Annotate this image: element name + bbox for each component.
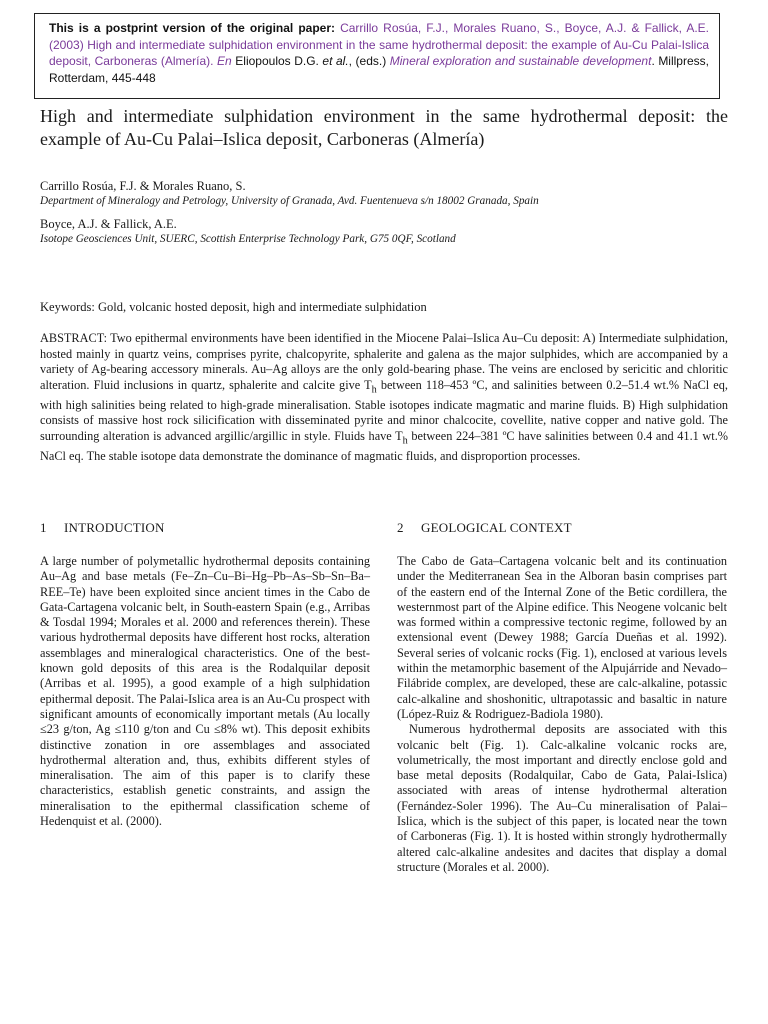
introduction-paragraph: A large number of polymetallic hydrothermal deposits containing Au–Ag and base metals (Fe–Zn–Cu–Bi–Hg–Pb–As–Sb–Sn–Ba–REE–Te) have been exploited since ancient times in the Cabo de Gata-Cartagena volcanic belt, in South-eastern Spain (e.g., Arribas & Tosdal 1994; Morales et al. 2000 and references therein). These various hydrothermal deposits have different host rocks, alteration assemblages and mineralogical characteristics. One of the best-known gold deposits of this area is the Rodalquilar deposit (Arribas et al. 1995), a good example of a high sulphidation epithermal deposit. The Palai-Islica area is an Au-Cu prospect with significant amounts of economically important metals (Au locally ≤23 g/ton, Ag ≤110 g/ton and Cu ≤8% wt). This deposit exhibits distinctive zonation in ore assemblages and associated hydrothermal alteration and, thus, exhibits different styles of mineralisation. The aim of this paper is to clarify these characteristics, establish genetic constraints, and assign the mineralisation to the epithermal classification scheme of Hedenquist et al. (2000).	[40, 554, 370, 829]
notice-citation-link[interactable]: Carrillo Rosúa, F.J., Morales Ruano, S., Boyce, A.J. & Fallick, A.E. (2003) High and intermediate sulphidation environment in the same hydrothermal deposit: the example of Au-Cu Palai-Islica deposit, Carboneras (Almería).	[49, 21, 709, 69]
affiliation-1: Department of Mineralogy and Petrology, University of Granada, Avd. Fuentenueva s/n 18002 Granada, Spain	[40, 195, 539, 207]
affiliation-2: Isotope Geosciences Unit, SUERC, Scottish Enterprise Technology Park, G75 0QF, Scotland	[40, 233, 456, 245]
notice-book-title: Mineral exploration and sustainable development	[389, 54, 652, 69]
author-group-2: Boyce, A.J. & Fallick, A.E.	[40, 217, 177, 231]
section-heading-introduction	[40, 520, 370, 536]
notice-lead: This is a postprint version of the original paper:	[49, 21, 335, 35]
geology-paragraph-2: Numerous hydrothermal deposits are associated with this volcanic belt (Fig. 1). Calc-alkaline volcanic rocks are, volumetrically, the most important and directly enclose gold and base metal deposits (Rodalquilar, Cabo de Gata, Palai-Islica) associated with areas of intense hydrothermal alteration (Fernández-Soler 1996). The Au–Cu mineralisation of Palai–Islica, which is the subject of this paper, is located near the town of Carboneras (Fig. 1). It is hosted within strongly hydrothermally altered calc-alkaline andesites and dacites that display a domal structure (Morales et al. 2000).	[397, 722, 727, 874]
column-right	[397, 520, 727, 875]
notice-publisher: . Millpress, Rotterdam, 445-448	[49, 54, 709, 85]
section-number: 2	[397, 520, 404, 535]
notice-in-prefix: En	[217, 54, 232, 69]
section-heading-geological-context	[397, 520, 727, 536]
notice-editors: Eliopoulos D.G.	[235, 54, 319, 69]
paper-title: High and intermediate sulphidation environment in the same hydrothermal deposit: the example of Au-Cu Palai–Islica deposit, Carboneras (Almería)	[40, 106, 728, 149]
section-title: INTRODUCTION	[64, 520, 165, 535]
abstract-part-3: between 224–381 ºC have salinities between 0.4 and 41.1 wt.% NaCl eq. The stable isotope data demonstrate the dominance of magmatic fluids, and disproportion processes.	[40, 429, 729, 464]
geology-paragraph-1: The Cabo de Gata–Cartagena volcanic belt and its continuation under the Mediterranean Sea in the Alboran basin comprises part of the eastern end of the Internal Zone of the Betic cordillera, the westernmost part of the Alpine edifice. This Neogene volcanic belt was formed within a compressive tectonic regime, followed by an extensional event (Dewey 1988; García Dueñas et al. 1992). Several series of volcanic rocks (Fig. 1), enclosed at various levels within the metamorphic basement of the Alpujárride and Nevado–Filábride complex, are developed, these are calc-alkaline, potassic calc-alkaline and shoshonitic, ultrapotassic and basaltic in nature (López-Ruiz & Rodriguez-Badiola 1980).	[397, 554, 727, 721]
th-subscript-2: h	[402, 435, 408, 447]
abstract-part-1: ABSTRACT: Two epithermal environments have been identified in the Miocene Palai–Islica Au–Cu deposit: A) Intermediate sulphidation, hosted mainly in quartz veins, comprises pyrite, chalcopyrite, sphalerite and galena as the major sulphides, which are accompanied by a variety of Ag-bearing accessory minerals. Au–Ag alloys are the only gold-bearing phase. The veins are enclosed by sericitic and chloritic alteration. Fluid inclusions in quartz, sphalerite and calcite give T	[40, 331, 728, 392]
section-title: GEOLOGICAL CONTEXT	[421, 520, 572, 535]
notice-eds: , (eds.)	[348, 54, 387, 69]
author-group-1: Carrillo Rosúa, F.J. & Morales Ruano, S.	[40, 179, 246, 193]
column-left	[40, 520, 370, 829]
keywords: Keywords: Gold, volcanic hosted deposit, high and intermediate sulphidation	[40, 300, 427, 314]
abstract-part-2: between 118–453 ºC, and salinities between 0.2–51.4 wt.% NaCl eq, with high salinities being related to high-grade mineralisation. Stable isotopes indicate magmatic and marine fluids. B) High sulphidation consists of massive host rock silicification with disseminated pyrite and minor chalcocite, covellite, native copper and native gold. The surrounding alteration is advanced argillic/argillic in style. Fluids have T	[40, 377, 728, 444]
postprint-notice	[34, 13, 720, 99]
th-subscript-1: h	[371, 384, 377, 396]
abstract	[40, 331, 728, 465]
notice-et-al: et al.	[322, 54, 349, 69]
section-number: 1	[40, 520, 47, 535]
